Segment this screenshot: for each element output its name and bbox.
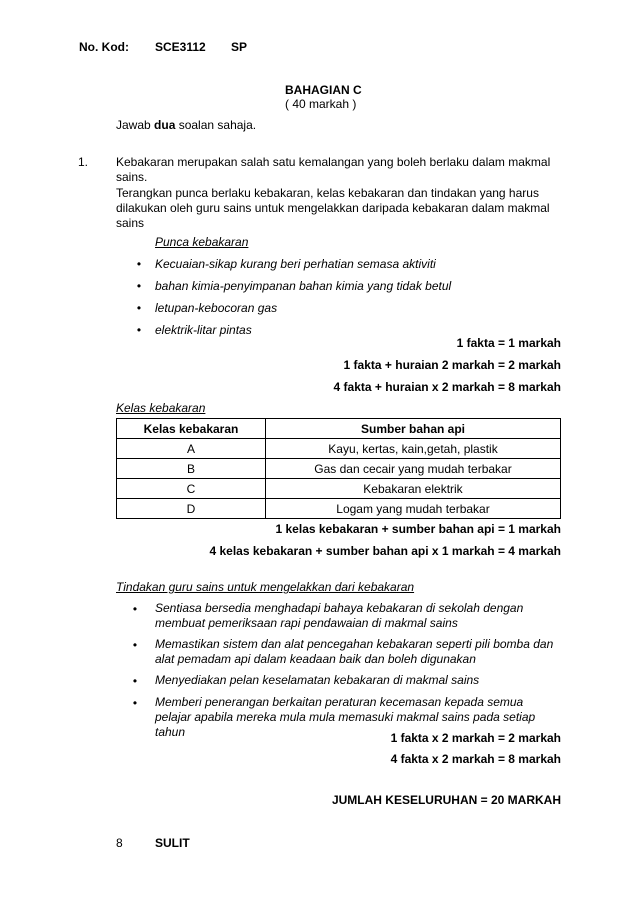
bullet-icon: • <box>132 696 138 710</box>
bullet-icon: • <box>136 301 142 315</box>
punca-mark: 1 fakta + huraian 2 markah = 2 markah <box>343 358 561 372</box>
bullet-icon: • <box>136 279 142 293</box>
table-cell: Logam yang mudah terbakar <box>266 499 561 519</box>
course-code: SCE3112 <box>155 40 206 54</box>
table-cell: Kayu, kertas, kain,getah, plastik <box>266 439 561 459</box>
bullet-icon: • <box>132 602 138 616</box>
total-marks: JUMLAH KESELURUHAN = 20 MARKAH <box>331 793 561 807</box>
question-line1: Kebakaran merupakan salah satu kemalangan yang boleh berlaku dalam makmal sains. <box>116 155 551 184</box>
tindakan-mark: 4 fakta x 2 markah = 8 markah <box>390 752 561 766</box>
table-cell: Gas dan cecair yang mudah terbakar <box>266 459 561 479</box>
table-cell: D <box>117 499 266 519</box>
section-marks: ( 40 markah ) <box>285 97 357 111</box>
punca-item: Kecuaian-sikap kurang beri perhatian semasa aktiviti <box>155 257 436 271</box>
table-header-row <box>117 419 561 439</box>
punca-mark: 1 fakta = 1 markah <box>456 336 561 350</box>
sp-label: SP <box>231 40 248 54</box>
table-row <box>117 479 561 499</box>
instruction: Jawab dua soalan sahaja. <box>116 118 257 132</box>
question-line2: Terangkan punca berlaku kebakaran, kelas kebakaran dan tindakan yang harus dilakukan oleh guru sains untuk mengelakkan daripada kebakaran dalam makmal sains <box>116 186 550 230</box>
kelas-mark: 1 kelas kebakaran + sumber bahan api = 1 markah <box>275 522 561 536</box>
tindakan-heading: Tindakan guru sains untuk mengelakkan dari kebakaran <box>116 580 415 594</box>
column-header: Kelas kebakaran <box>117 419 266 439</box>
bullet-icon: • <box>136 257 142 271</box>
no-kod-label: No. Kod: <box>79 40 129 54</box>
punca-item: bahan kimia-penyimpanan bahan kimia yang tidak betul <box>155 279 452 293</box>
kelas-heading: Kelas kebakaran <box>116 401 206 415</box>
table-cell: Kebakaran elektrik <box>266 479 561 499</box>
table-row <box>117 439 561 459</box>
table-cell: C <box>117 479 266 499</box>
punca-heading: Punca kebakaran <box>155 235 249 249</box>
question-number: 1. <box>78 155 89 169</box>
punca-item: letupan-kebocoran gas <box>155 301 278 315</box>
tindakan-item: Memberi penerangan berkaitan peraturan kecemasan kepada semua pelajar apabila mereka mula mula memasuki makmal sains pada setiap tahun <box>155 695 536 739</box>
table-cell: A <box>117 439 266 459</box>
kelas-table <box>116 418 561 519</box>
punca-mark: 4 fakta + huraian x 2 markah = 8 markah <box>333 380 561 394</box>
bullet-icon: • <box>132 674 138 688</box>
tindakan-item: Sentiasa bersedia menghadapi bahaya kebakaran di sekolah dengan membuat pemeriksaan rapi pendawaian di makmal sains <box>155 601 524 630</box>
column-header: Sumber bahan api <box>266 419 561 439</box>
tindakan-item: Menyediakan pelan keselamatan kebakaran di makmal sains <box>155 673 480 687</box>
section-title: BAHAGIAN C <box>285 83 362 97</box>
bullet-icon: • <box>132 638 138 652</box>
punca-item: elektrik-litar pintas <box>155 323 252 337</box>
kelas-mark: 4 kelas kebakaran + sumber bahan api x 1 markah = 4 markah <box>209 544 561 558</box>
tindakan-item: Memastikan sistem dan alat pencegahan kebakaran seperti pili bomba dan alat pemadam api dalam keadaan baik dan boleh digunakan <box>155 637 554 666</box>
bullet-icon: • <box>136 323 142 337</box>
table-row <box>117 459 561 479</box>
table-cell: B <box>117 459 266 479</box>
sulit-label: SULIT <box>155 836 190 850</box>
tindakan-mark: 1 fakta x 2 markah = 2 markah <box>390 731 561 745</box>
page-number: 8 <box>116 836 123 850</box>
table-row <box>117 499 561 519</box>
